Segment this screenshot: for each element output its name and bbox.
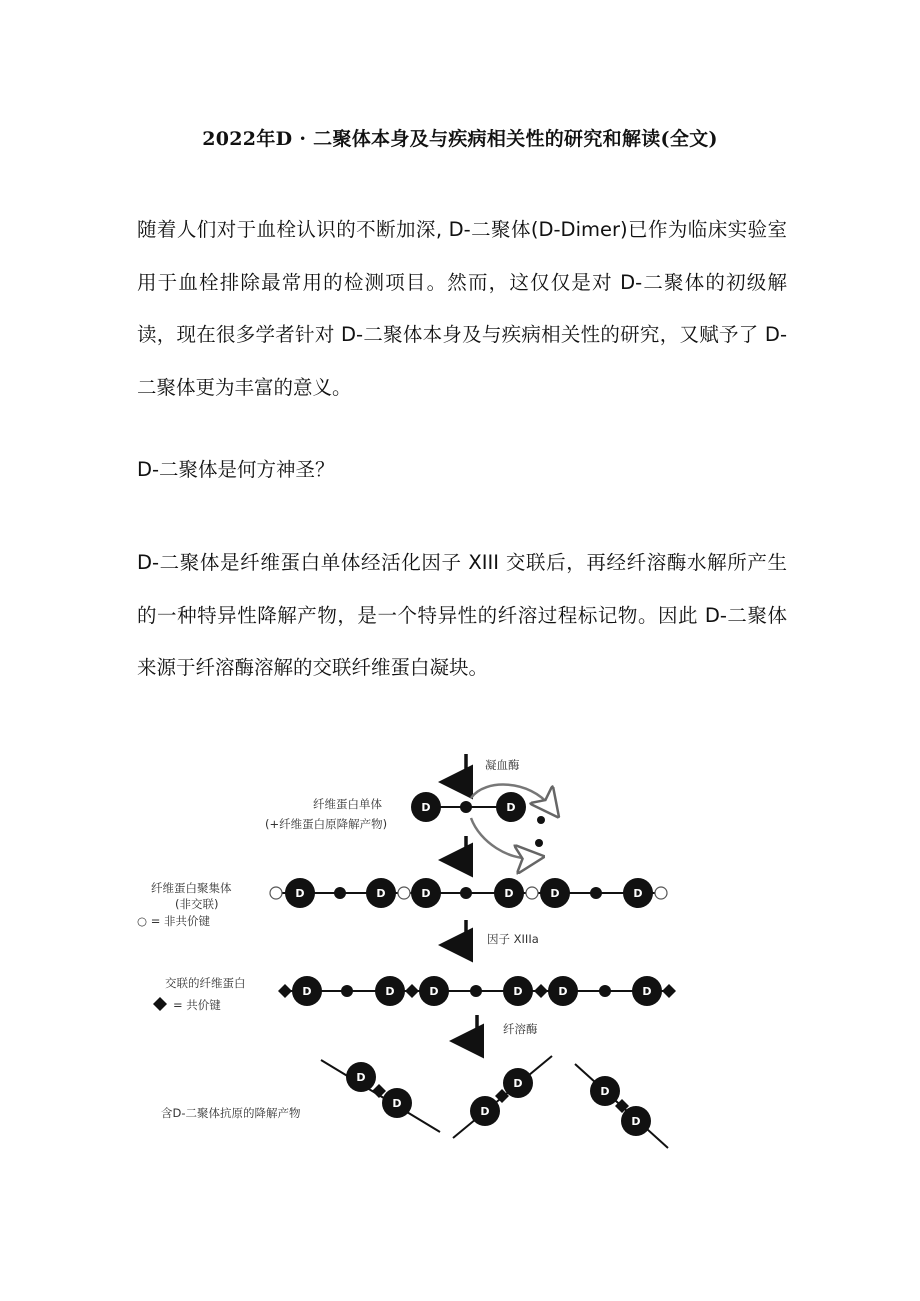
section-heading: D-二聚体是何方神圣？ <box>137 458 335 481</box>
svg-text:D: D <box>421 887 431 900</box>
svg-text:D: D <box>356 1071 366 1084</box>
monomer-sub-label: (+纤维蛋白原降解产物) <box>265 817 388 831</box>
svg-text:D: D <box>392 1097 402 1110</box>
svg-text:D: D <box>385 985 395 998</box>
polymer-label: 纤维蛋白聚集体 <box>151 881 232 895</box>
fibrin-monomer <box>411 792 526 822</box>
svg-text:D: D <box>302 985 312 998</box>
fibrin-polymer <box>270 878 667 908</box>
svg-text:D: D <box>376 887 386 900</box>
monomer-label: 纤维蛋白单体 <box>313 797 382 811</box>
svg-text:D: D <box>480 1105 490 1118</box>
d-dimer-formation-diagram <box>135 738 695 1163</box>
svg-text:D: D <box>506 801 516 814</box>
svg-text:D: D <box>631 1115 641 1128</box>
covalent-legend-icon <box>153 997 167 1011</box>
degradation-products-label: 含D-二聚体抗原的降解产物 <box>161 1106 301 1120</box>
svg-text:D: D <box>600 1085 610 1098</box>
d-dimer-fragment-2 <box>453 1056 552 1138</box>
thrombin-label: 凝血酶 <box>485 758 520 772</box>
definition-paragraph: D-二聚体是纤维蛋白单体经活化因子 XIII 交联后，再经纤溶酶水解所产生的一种特异性降解产物，是一个特异性的纤溶过程标记物。因此 D-二聚体来源于纤溶酶溶解的交联纤维蛋白凝块。 <box>137 551 787 679</box>
svg-text:D: D <box>295 887 305 900</box>
document-title: 2022年D · 二聚体本身及与疾病相关性的研究和解读(全文) <box>202 128 718 150</box>
factor-xiiia-label: 因子 XIIIa <box>487 932 539 946</box>
svg-text:D: D <box>504 887 514 900</box>
intro-paragraph: 随着人们对于血栓认识的不断加深, D-二聚体(D-Dimer)已作为临床实验室用于血栓排除最常用的检测项目。然而，这仅仅是对 D-二聚体的初级解读，现在很多学者针对 D-二聚体本身及与疾病相关性的研究，又赋予了 D-二聚体更为丰富的意义。 <box>137 218 787 399</box>
fibrinopeptide-release-arrow-b <box>471 818 530 858</box>
svg-text:D: D <box>550 887 560 900</box>
crosslinked-label: 交联的纤维蛋白 <box>165 976 246 990</box>
crosslinked-fibrin <box>278 976 676 1006</box>
svg-text:D: D <box>633 887 643 900</box>
svg-text:D: D <box>513 985 523 998</box>
svg-text:D: D <box>429 985 439 998</box>
svg-text:D: D <box>642 985 652 998</box>
noncovalent-legend: ○ = 非共价键 <box>137 914 210 928</box>
d-dimer-fragment-1 <box>321 1060 440 1132</box>
svg-text:D: D <box>558 985 568 998</box>
fibrinopeptide-a <box>537 816 545 824</box>
plasmin-label: 纤溶酶 <box>503 1022 538 1036</box>
polymer-sub-label: (非交联) <box>175 897 219 911</box>
svg-text:D: D <box>421 801 431 814</box>
fibrinopeptide-b <box>535 839 543 847</box>
svg-text:D: D <box>513 1077 523 1090</box>
d-dimer-fragment-3 <box>575 1064 668 1148</box>
covalent-legend: = 共价键 <box>173 998 221 1012</box>
